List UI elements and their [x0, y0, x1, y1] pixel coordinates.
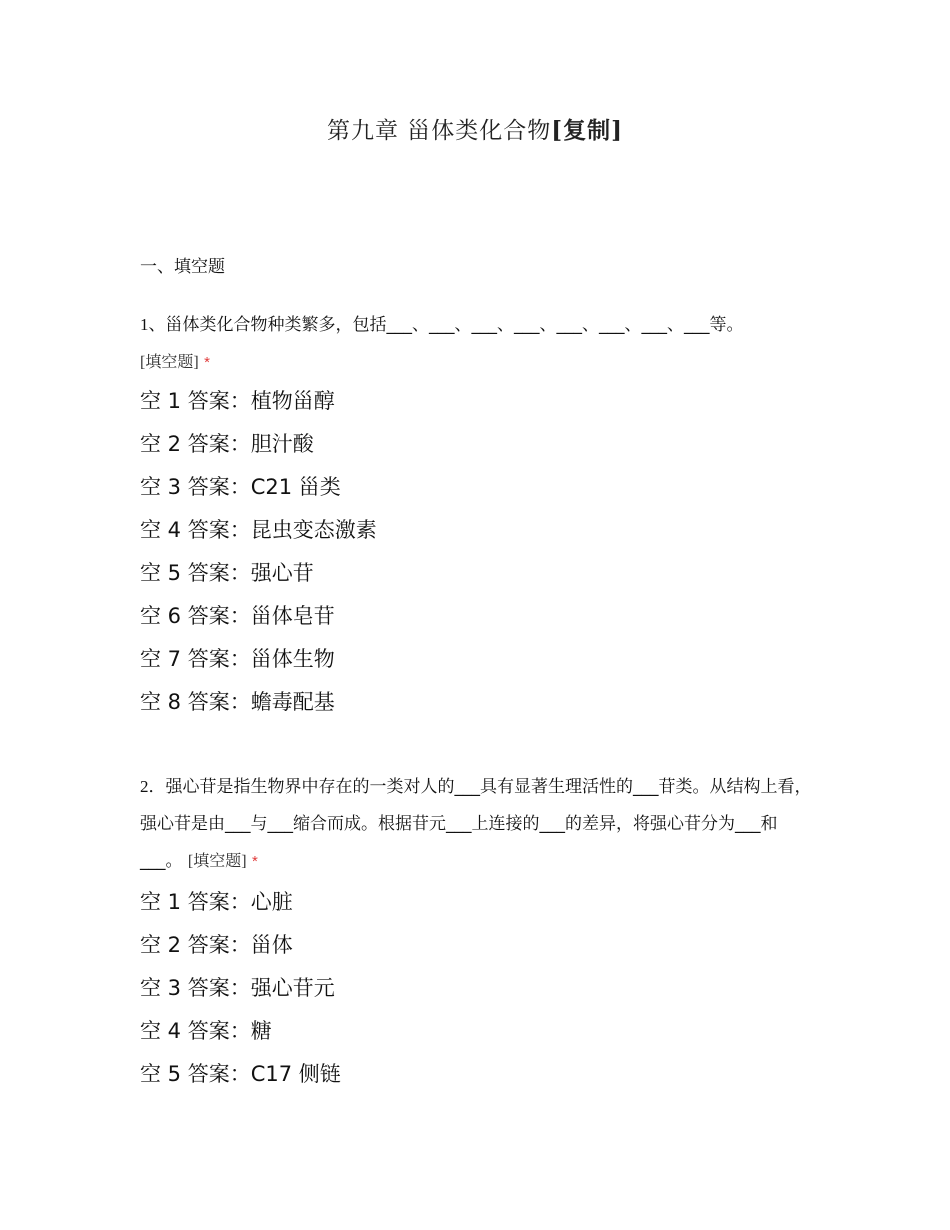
question-text: 强心苷是指生物界中存在的一类对人的___具有显著生理活性的___苷类。从结构上看，强心苷是由___与___缩合而成。根据苷元___上连接的___的差异，将强心苷分为___和___。	[140, 777, 812, 871]
answer-label: 空 3 答案：	[140, 475, 251, 499]
answer-row	[140, 595, 840, 638]
answer-value: 强心苷元	[250, 976, 335, 1000]
answer-label: 空 7 答案：	[140, 647, 251, 671]
answer-label: 空 5 答案：	[140, 561, 251, 585]
question-2	[140, 768, 815, 880]
answer-row	[140, 423, 840, 466]
required-mark: *	[251, 853, 258, 870]
answer-value: 甾体	[250, 933, 293, 957]
answer-label: 空 8 答案：	[140, 690, 251, 714]
answer-value: 甾体生物	[250, 647, 335, 671]
answer-row	[140, 967, 840, 1010]
answer-list-1	[140, 380, 840, 724]
section-heading: 一、填空题	[140, 257, 225, 277]
answer-value: 植物甾醇	[250, 389, 335, 413]
answer-label: 空 1 答案：	[140, 890, 251, 914]
answer-label: 空 6 答案：	[140, 604, 251, 628]
answer-label: 空 5 答案：	[140, 1062, 251, 1086]
answer-label: 空 2 答案：	[140, 933, 251, 957]
answer-value: C21 甾类	[250, 475, 341, 499]
answer-label: 空 2 答案：	[140, 432, 251, 456]
answer-label: 空 4 答案：	[140, 518, 251, 542]
question-text: 甾体类化合物种类繁多，包括___、___、___、___、___、___、___、___等。	[165, 315, 744, 335]
answer-row	[140, 1010, 840, 1053]
required-mark: *	[204, 354, 210, 371]
page-title	[0, 112, 950, 145]
answer-list-2	[140, 881, 840, 1096]
question-number: 2．	[140, 777, 166, 796]
answer-row	[140, 380, 840, 423]
answer-row	[140, 509, 840, 552]
answer-value: 糖	[250, 1019, 272, 1043]
answer-row	[140, 466, 840, 509]
question-type-label: [填空题]	[140, 354, 199, 371]
answer-row	[140, 552, 840, 595]
answer-value: C17 侧链	[250, 1062, 341, 1086]
answer-value: 昆虫变态激素	[250, 518, 377, 542]
page-title-text: 第九章 甾体类化合物	[326, 118, 552, 144]
question-number: 1、	[140, 315, 166, 334]
answer-value: 心脏	[250, 890, 293, 914]
answer-row	[140, 924, 840, 967]
question-1	[140, 306, 815, 381]
answer-row	[140, 1053, 840, 1096]
answer-row	[140, 681, 840, 724]
answer-row	[140, 881, 840, 924]
answer-value: 蟾毒配基	[250, 690, 335, 714]
answer-row	[140, 638, 840, 681]
question-type-label: [填空题]	[187, 853, 247, 870]
answer-label: 空 4 答案：	[140, 1019, 251, 1043]
answer-value: 强心苷	[250, 561, 314, 585]
copy-tag: [复制]	[551, 117, 624, 144]
answer-value: 甾体皂苷	[250, 604, 335, 628]
answer-value: 胆汁酸	[250, 432, 314, 456]
answer-label: 空 3 答案：	[140, 976, 251, 1000]
answer-label: 空 1 答案：	[140, 389, 251, 413]
